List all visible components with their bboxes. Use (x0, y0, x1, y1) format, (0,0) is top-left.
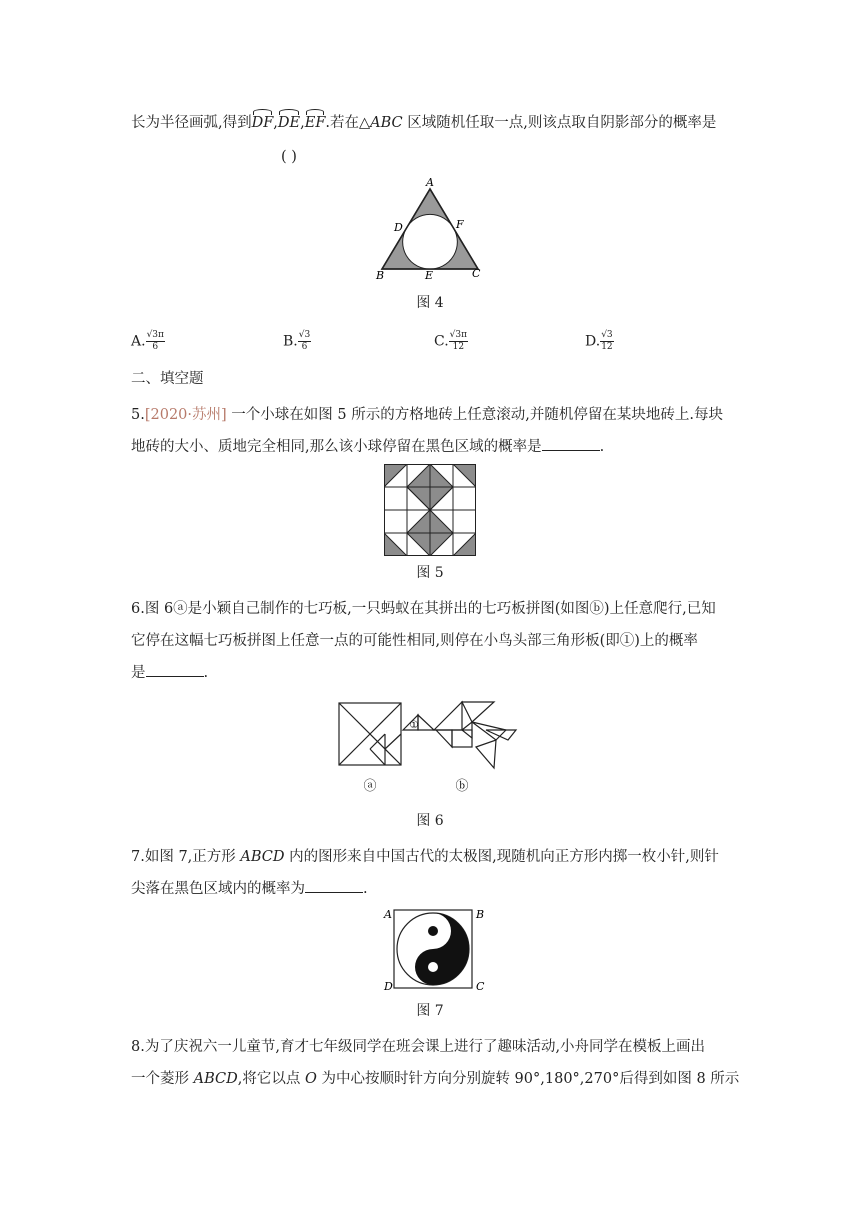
figure-4-triangle (350, 175, 510, 285)
caption-figure-4: 图 4 (416, 295, 444, 311)
q7-line1: 7.如图 7,正方形 ABCD 内的图形来自中国古代的太极图,现随机向正方形内掷一枚小针,则针 (131, 849, 719, 865)
q8-line2: 一个菱形 ABCD,将它以点 O 为中心按顺时针方向分别旋转 90°,180°,270°后得到如图 8 所示 (131, 1071, 740, 1087)
option-a[interactable]: A. $\frac{√3\pi}{6}$ (131, 330, 164, 352)
label-b: ⓑ (455, 779, 469, 794)
label-1: ① (409, 720, 419, 731)
q5-line1: 5.[2020·苏州] 一个小球在如图 5 所示的方格地砖上任意滚动,并随机停留在某块地砖上.每块 (131, 407, 723, 423)
label-a: A (384, 908, 392, 921)
caption-figure-5: 图 5 (416, 565, 444, 581)
label-f: F (456, 218, 464, 231)
label-e: E (425, 269, 434, 282)
option-d[interactable]: D. $\frac{√3}{12}$ (585, 330, 613, 352)
label-c: C (476, 980, 485, 993)
q6-line3: 是 . (131, 660, 743, 686)
answer-blank[interactable] (542, 436, 600, 451)
label-d: D (394, 221, 403, 234)
q4-text: 长为半径画弧,得到DF,DE,EF.若在△ABC 区域随机任取一点,则该点取自阴影部分的概率是 (131, 110, 743, 136)
figure-7-taiji-square (378, 904, 498, 994)
label-d: D (384, 980, 393, 993)
q7-line2: 尖落在黑色区域内的概率为 . (131, 876, 743, 902)
q8-line1: 8.为了庆祝六一儿童节,育才七年级同学在班会课上进行了趣味活动,小舟同学在模板上画出 (131, 1039, 706, 1055)
arc-de: DE (278, 110, 300, 136)
q6-line1: 6.图 6ⓐ是小颖自己制作的七巧板,一只蚂蚁在其拼出的七巧板拼图(如图ⓑ)上任意爬行,已知 (131, 601, 716, 617)
label-a: A (426, 176, 434, 189)
arc-df: DF (252, 110, 274, 136)
caption-figure-7: 图 7 (416, 1003, 444, 1019)
q5-line2: 地砖的大小、质地完全相同,那么该小球停留在黑色区域的概率是 . (131, 434, 743, 460)
label-b: B (476, 908, 485, 921)
label-b: B (376, 269, 385, 282)
answer-paren: ( ) (281, 149, 297, 165)
label-a: ⓐ (363, 779, 377, 794)
arc-ef: EF (305, 110, 326, 136)
option-b[interactable]: B. $\frac{√3}{6}$ (283, 330, 311, 352)
caption-figure-6: 图 6 (416, 813, 444, 829)
section-heading: 二、填空题 (131, 371, 204, 387)
answer-blank[interactable] (146, 662, 204, 677)
label-c: C (472, 267, 481, 280)
figure-5-tile-grid (384, 464, 476, 556)
q6-line2: 它停在这幅七巧板拼图上任意一点的可能性相同,则停在小鸟头部三角形板(即①)上的概率 (131, 633, 698, 649)
figure-6-tangram (336, 700, 536, 800)
answer-blank[interactable] (305, 878, 363, 893)
option-c[interactable]: C. $\frac{√3\pi}{12}$ (434, 330, 468, 352)
